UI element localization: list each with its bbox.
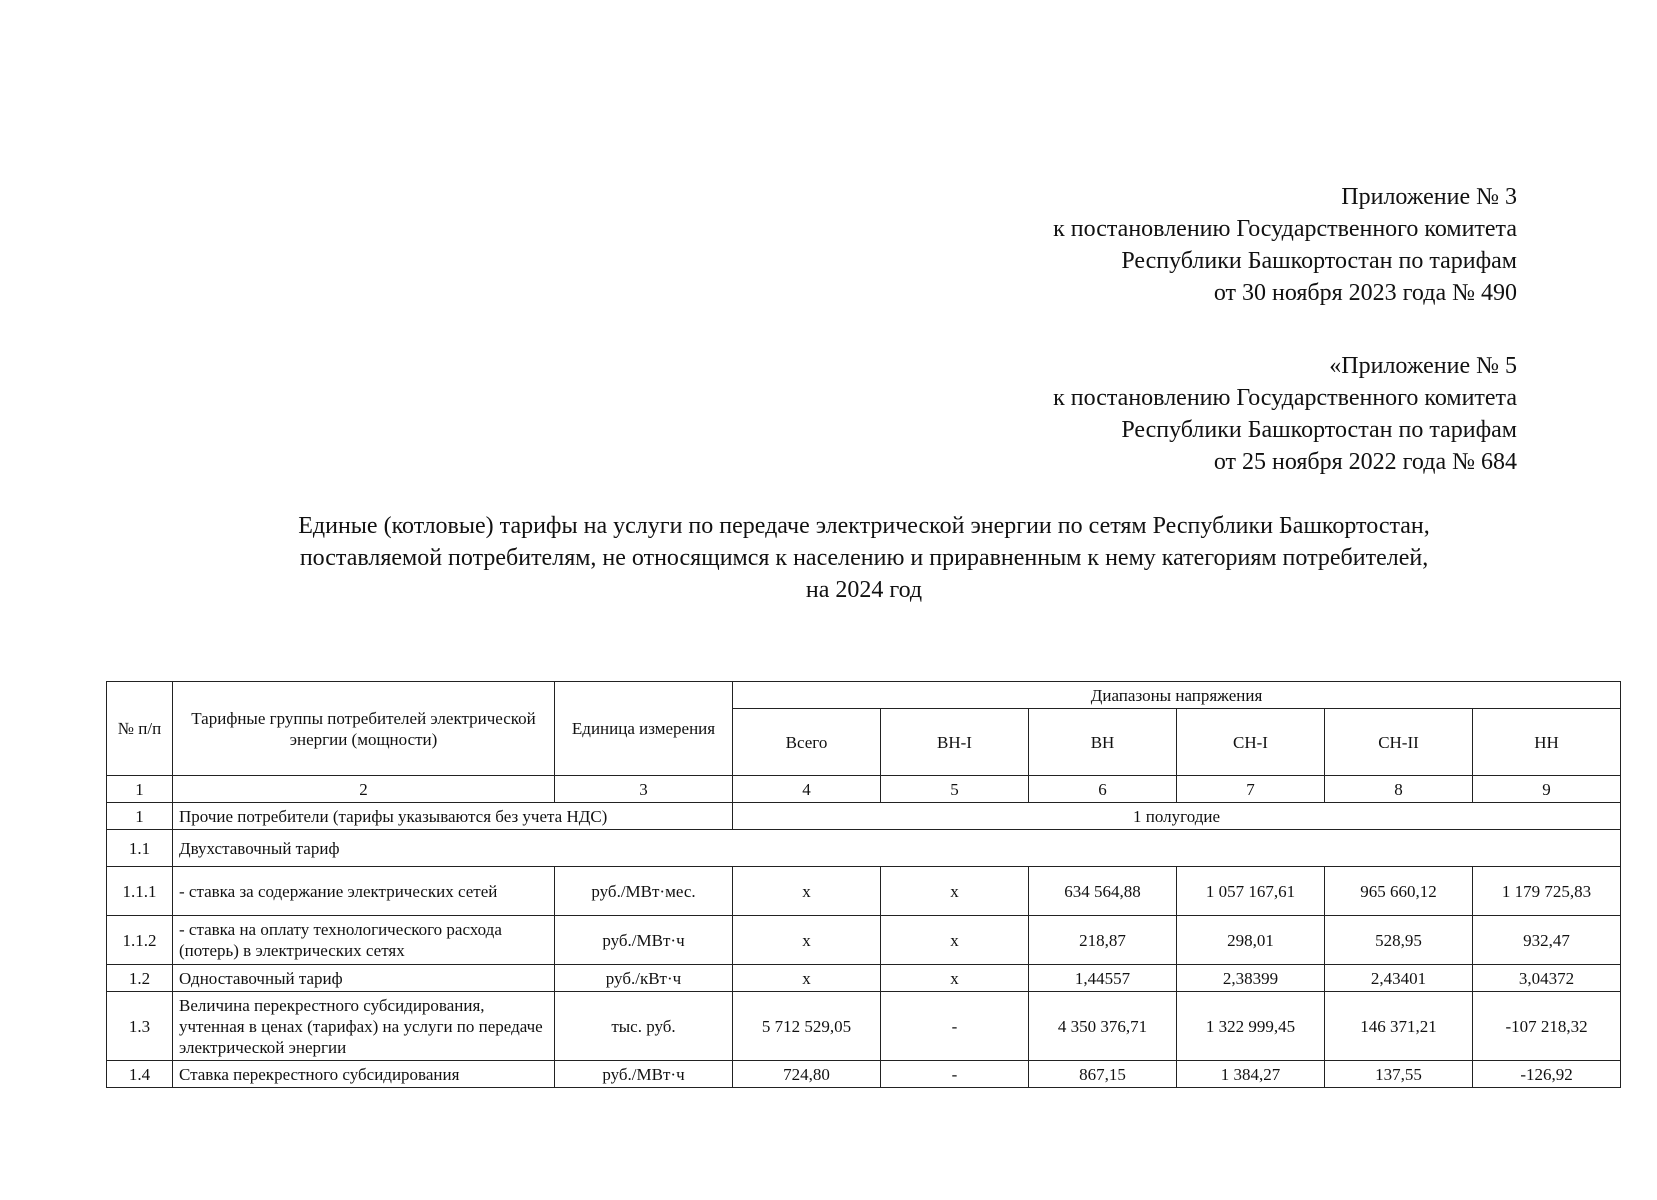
appendix-3-line-1: Приложение № 3: [1341, 184, 1517, 210]
table-row: [107, 867, 1621, 916]
row-value-sn1: 2,38399: [1177, 965, 1325, 992]
row-num: 1.1.1: [107, 867, 173, 916]
row-value-sn1: 1 322 999,45: [1177, 992, 1325, 1061]
row-num: 1.1.2: [107, 916, 173, 965]
row-value-vn1: х: [881, 867, 1029, 916]
header-num: № п/п: [107, 682, 173, 776]
header-col-vn1: ВН-I: [881, 709, 1029, 776]
appendix-5-line-3: Республики Башкортостан по тарифам: [1121, 417, 1517, 443]
title-line-1: Единые (котловые) тарифы на услуги по передаче электрической энергии по сетям Республики Башкортостан,: [298, 513, 1430, 539]
row-value-nn: 932,47: [1473, 916, 1621, 965]
appendix-5-header: [1053, 350, 1517, 478]
column-index: 6: [1029, 776, 1177, 803]
appendix-3-line-2: к постановлению Государственного комитета: [1053, 216, 1517, 242]
row-num: 1.4: [107, 1061, 173, 1088]
row-unit: руб./МВт·ч: [555, 916, 733, 965]
column-index: 2: [173, 776, 555, 803]
header-group: Тарифные группы потребителей электрической энергии (мощности): [173, 682, 555, 776]
header-col-vn: ВН: [1029, 709, 1177, 776]
row-name: Ставка перекрестного субсидирования: [173, 1061, 555, 1088]
row-value-vn: 4 350 376,71: [1029, 992, 1177, 1061]
row-name: - ставка на оплату технологического расхода (потерь) в электрических сетях: [173, 916, 555, 965]
row-num: 1.2: [107, 965, 173, 992]
row-value-nn: 1 179 725,83: [1473, 867, 1621, 916]
row-value-sn2: 137,55: [1325, 1061, 1473, 1088]
row-value-total: 724,80: [733, 1061, 881, 1088]
table-row: [107, 916, 1621, 965]
header-col-total: Всего: [733, 709, 881, 776]
row-value-sn2: 528,95: [1325, 916, 1473, 965]
column-index: 8: [1325, 776, 1473, 803]
row-value-total: х: [733, 916, 881, 965]
section-period: 1 полугодие: [733, 803, 1621, 830]
row-value-sn2: 146 371,21: [1325, 992, 1473, 1061]
section-row: [107, 803, 1621, 830]
row-name: Одноставочный тариф: [173, 965, 555, 992]
subsection-row: [107, 830, 1621, 867]
row-value-nn: 3,04372: [1473, 965, 1621, 992]
table-row: [107, 1061, 1621, 1088]
appendix-5-line-1: «Приложение № 5: [1329, 353, 1517, 379]
header-col-nn: НН: [1473, 709, 1621, 776]
row-value-vn1: х: [881, 916, 1029, 965]
row-value-vn1: -: [881, 1061, 1029, 1088]
appendix-5-line-2: к постановлению Государственного комитета: [1053, 385, 1517, 411]
row-unit: руб./кВт·ч: [555, 965, 733, 992]
row-name: Величина перекрестного субсидирования, учтенная в ценах (тарифах) на услуги по передаче электрической энергии: [173, 992, 555, 1061]
title-line-3: на 2024 год: [805, 577, 923, 603]
row-value-nn: -107 218,32: [1473, 992, 1621, 1061]
column-index-row: [107, 776, 1621, 803]
table-row: [107, 992, 1621, 1061]
header-col-sn1: СН-I: [1177, 709, 1325, 776]
row-value-sn1: 298,01: [1177, 916, 1325, 965]
row-unit: тыс. руб.: [555, 992, 733, 1061]
column-index: 4: [733, 776, 881, 803]
appendix-3-line-3: Республики Башкортостан по тарифам: [1121, 248, 1517, 274]
header-row-top: [107, 682, 1621, 709]
column-index: 3: [555, 776, 733, 803]
section-num: 1: [107, 803, 173, 830]
header-voltage-ranges: Диапазоны напряжения: [733, 682, 1621, 709]
row-name: - ставка за содержание электрических сетей: [173, 867, 555, 916]
document-title: [0, 510, 1657, 606]
tariff-table: [106, 681, 1621, 1088]
row-value-nn: -126,92: [1473, 1061, 1621, 1088]
row-num: 1.3: [107, 992, 173, 1061]
row-value-total: х: [733, 965, 881, 992]
row-value-sn1: 1 057 167,61: [1177, 867, 1325, 916]
section-name: Прочие потребители (тарифы указываются без учета НДС): [173, 803, 733, 830]
row-unit: руб./МВт·ч: [555, 1061, 733, 1088]
row-value-vn: 1,44557: [1029, 965, 1177, 992]
row-value-vn: 218,87: [1029, 916, 1177, 965]
column-index: 9: [1473, 776, 1621, 803]
appendix-3-line-4: от 30 ноября 2023 года № 490: [1213, 280, 1517, 306]
appendix-5-line-4: от 25 ноября 2022 года № 684: [1213, 449, 1517, 475]
title-line-2: поставляемой потребителям, не относящимся к населению и приравненным к нему категориям потребителей,: [299, 545, 1429, 571]
row-unit: руб./МВт·мес.: [555, 867, 733, 916]
header-col-sn2: СН-II: [1325, 709, 1473, 776]
column-index: 1: [107, 776, 173, 803]
subsection-name: Двухставочный тариф: [173, 830, 1621, 867]
row-value-vn1: х: [881, 965, 1029, 992]
row-value-total: х: [733, 867, 881, 916]
column-index: 7: [1177, 776, 1325, 803]
subsection-num: 1.1: [107, 830, 173, 867]
column-index: 5: [881, 776, 1029, 803]
row-value-vn1: -: [881, 992, 1029, 1061]
appendix-3-header: [1053, 181, 1517, 309]
row-value-total: 5 712 529,05: [733, 992, 881, 1061]
row-value-sn2: 2,43401: [1325, 965, 1473, 992]
row-value-vn: 867,15: [1029, 1061, 1177, 1088]
table-row: [107, 965, 1621, 992]
row-value-sn1: 1 384,27: [1177, 1061, 1325, 1088]
row-value-vn: 634 564,88: [1029, 867, 1177, 916]
header-unit: Единица измерения: [555, 682, 733, 776]
row-value-sn2: 965 660,12: [1325, 867, 1473, 916]
